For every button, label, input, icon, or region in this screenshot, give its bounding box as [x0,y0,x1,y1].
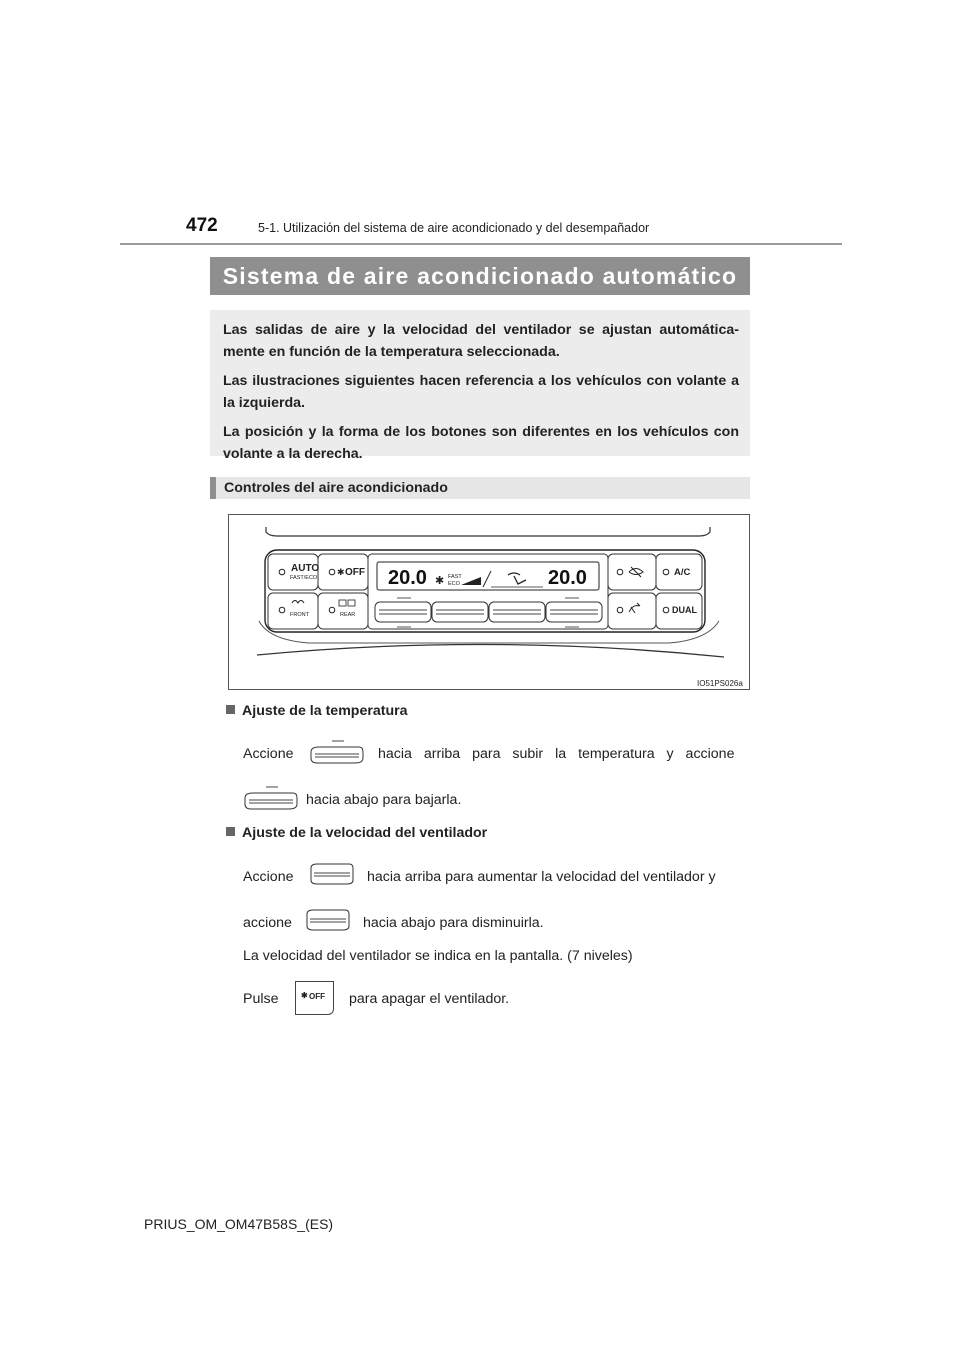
intro-box [210,310,750,462]
intro-paragraph: Las salidas de aire y la velocidad del ventilador se ajustan automática-mente en función de la temperatura seleccionada. [223,322,739,360]
fan-off-button-icon [295,981,334,1015]
rear-defrost-label: REAR [340,612,356,618]
fan-line-3: La velocidad del ventilador se indica en la pantalla. (7 niveles) [243,948,633,964]
temperature-heading-text: Ajuste de la temperatura [242,703,408,719]
fan-line-2-end: hacia abajo para disminuirla. [363,915,544,931]
fan-line-4-start: Pulse [243,991,279,1007]
temperature-rocker-up-icon [309,738,365,766]
temp-left-display: 20.0 [388,567,427,589]
bullet-square-icon [226,705,235,714]
fan-line-2-start: accione [243,915,292,931]
fan-heading-text: Ajuste de la velocidad del ventilador [242,825,488,841]
page-title: Sistema de aire acondicionado automático [222,262,738,289]
fan-icon: ✱ [301,991,308,1000]
bullet-square-icon [226,827,235,836]
front-defrost-label: FRONT [290,612,309,618]
eco-mode-label: ECO [448,581,460,587]
intro-paragraph: Las ilustraciones siguientes hacen referencia a los vehículos con volante a la izquierda. [223,373,739,411]
climate-panel-illustration [229,515,749,689]
title-banner [210,257,750,295]
fan-off-icon-label: OFF [309,992,325,1001]
temperature-line-1-text: hacia arriba para subir la temperatura y accione [378,746,735,762]
fast-mode-label: FAST [448,574,462,580]
fan-line-4-end: para apagar el ventilador. [349,991,510,1007]
fan-rocker-up-icon [309,862,355,886]
temperature-rocker-down-icon [243,784,299,812]
intro-paragraph: La posición y la forma de los botones son diferentes en los vehículos con volante a la derecha. [223,424,739,462]
breadcrumb: 5-1. Utilización del sistema de aire acondicionado y del desempañador [258,221,650,235]
page-number: 472 [186,215,218,236]
fan-off-button-label: OFF [345,567,365,578]
fan-rocker-down-icon [305,908,351,932]
fast-eco-label: FAST/ECO [290,575,318,581]
fan-line-1-start: Accione [243,869,294,885]
temp-right-display: 20.0 [548,567,587,589]
fan-line-1-end: hacia arriba para aumentar la velocidad del ventilador y [367,869,716,885]
document-code: PRIUS_OM_OM47B58S_(ES) [144,1216,334,1232]
ac-button-label: A/C [674,567,691,578]
temperature-line-1-start: Accione [243,746,294,762]
section-heading: Controles del aire acondicionado [210,477,750,499]
auto-button-label: AUTO [291,563,320,574]
climate-panel-figure [228,514,750,690]
figure-code: IO51PS026a [697,679,743,688]
temperature-line-1-end [378,746,745,762]
temperature-heading [226,703,408,719]
fan-heading [226,825,487,841]
temperature-line-2: hacia abajo para bajarla. [306,792,462,808]
fan-icon: ✱ [337,567,345,577]
fan-speed-icon: ✱ [435,575,445,587]
dual-button-label: DUAL [672,605,697,615]
header-divider [120,243,842,245]
